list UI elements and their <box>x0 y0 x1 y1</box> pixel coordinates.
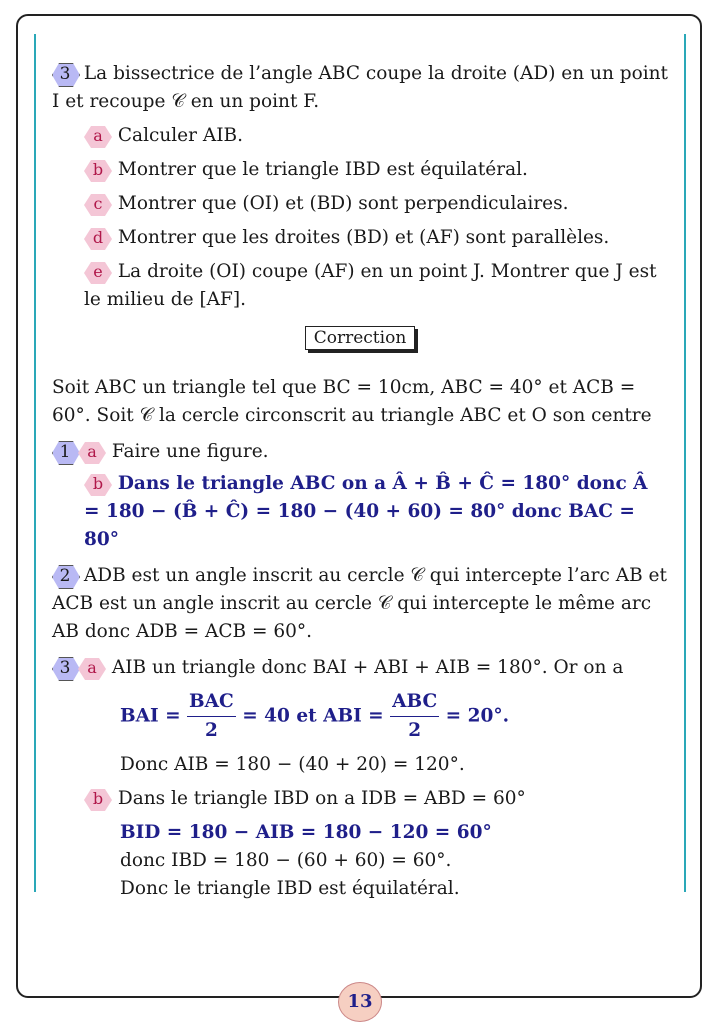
sub-letter: b <box>84 160 112 182</box>
frac-top: BAC <box>187 688 236 717</box>
sub-question-b <box>84 156 668 184</box>
formula-part: = 40 et ABI = <box>242 705 384 727</box>
formula-part: = 20°. <box>445 705 510 727</box>
sub-question-c <box>84 190 668 218</box>
formula-part: BAI = <box>120 705 181 727</box>
sub-text: Montrer que (OI) et (BD) sont perpendiculaires. <box>117 193 569 214</box>
question-3 <box>52 60 668 116</box>
solution-text: Dans le triangle ABC on a Â + B̂ + Ĉ = 180° donc Â = 180 − (B̂ + Ĉ) = 180 − (40 + 60) = 80° donc BAC = 80° <box>84 473 648 550</box>
left-margin-line <box>34 34 36 892</box>
sub-letter: a <box>84 126 112 148</box>
sub-letter: e <box>84 262 112 284</box>
page-number: 13 <box>338 982 382 1022</box>
solution-2 <box>52 562 668 646</box>
solution-text: Faire une figure. <box>111 441 269 462</box>
solution-3a <box>52 654 668 682</box>
question-number: 3 <box>52 63 78 85</box>
solution-3b-line3: donc IBD = 180 − (60 + 60) = 60°. <box>120 850 452 871</box>
sub-letter: a <box>78 442 106 464</box>
page-content <box>52 60 668 903</box>
solution-number: 2 <box>52 565 78 587</box>
right-margin-line <box>684 34 686 892</box>
frac-top: ABC <box>390 688 439 717</box>
solution-3b-line2: BID = 180 − AIB = 180 − 120 = 60° <box>120 822 492 843</box>
sub-letter: b <box>84 474 112 496</box>
sub-question-e <box>84 258 668 314</box>
solution-3a-formula <box>52 688 668 745</box>
sub-question-d <box>84 224 668 252</box>
solution-text: Dans le triangle IBD on a IDB = ABD = 60° <box>117 788 526 809</box>
sub-text: La droite (OI) coupe (AF) en un point J. Montrer que J est le milieu de [AF]. <box>84 261 657 310</box>
solution-number: 1 <box>52 441 78 463</box>
solution-1a <box>52 438 668 466</box>
question-text: La bissectrice de l’angle ABC coupe la droite (AD) en un point I et recoupe 𝒞 en un point F. <box>52 63 668 112</box>
sub-letter: a <box>78 658 106 680</box>
solution-number: 3 <box>52 657 78 679</box>
sub-letter: b <box>84 789 112 811</box>
sub-letter: c <box>84 194 112 216</box>
fraction <box>187 688 236 745</box>
sub-text: Calculer AIB. <box>117 125 244 146</box>
sub-text: Montrer que les droites (BD) et (AF) sont parallèles. <box>117 227 610 248</box>
solution-3b <box>84 785 668 813</box>
frac-bottom: 2 <box>408 720 422 741</box>
solution-text: AIB un triangle donc BAI + ABI + AIB = 180°. Or on a <box>111 657 624 678</box>
solution-1b <box>84 470 668 554</box>
sub-letter: d <box>84 228 112 250</box>
correction-label[interactable]: Correction <box>305 326 415 350</box>
sub-text: Montrer que le triangle IBD est équilatéral. <box>117 159 528 180</box>
solution-text: ADB est un angle inscrit au cercle 𝒞 qui intercepte l’arc AB et ACB est un angle inscrit au cercle 𝒞 qui intercepte le même arc AB donc ADB = ACB = 60°. <box>52 565 667 642</box>
fraction <box>390 688 439 745</box>
solution-3b-line4: Donc le triangle IBD est équilatéral. <box>120 878 460 899</box>
frac-bottom: 2 <box>204 720 218 741</box>
solution-3a-conclusion: Donc AIB = 180 − (40 + 20) = 120°. <box>120 754 465 775</box>
sub-question-a <box>84 122 668 150</box>
correction-intro: Soit ABC un triangle tel que BC = 10cm, ABC = 40° et ACB = 60°. Soit 𝒞 la cercle circonscrit au triangle ABC et O son centre <box>52 377 652 426</box>
